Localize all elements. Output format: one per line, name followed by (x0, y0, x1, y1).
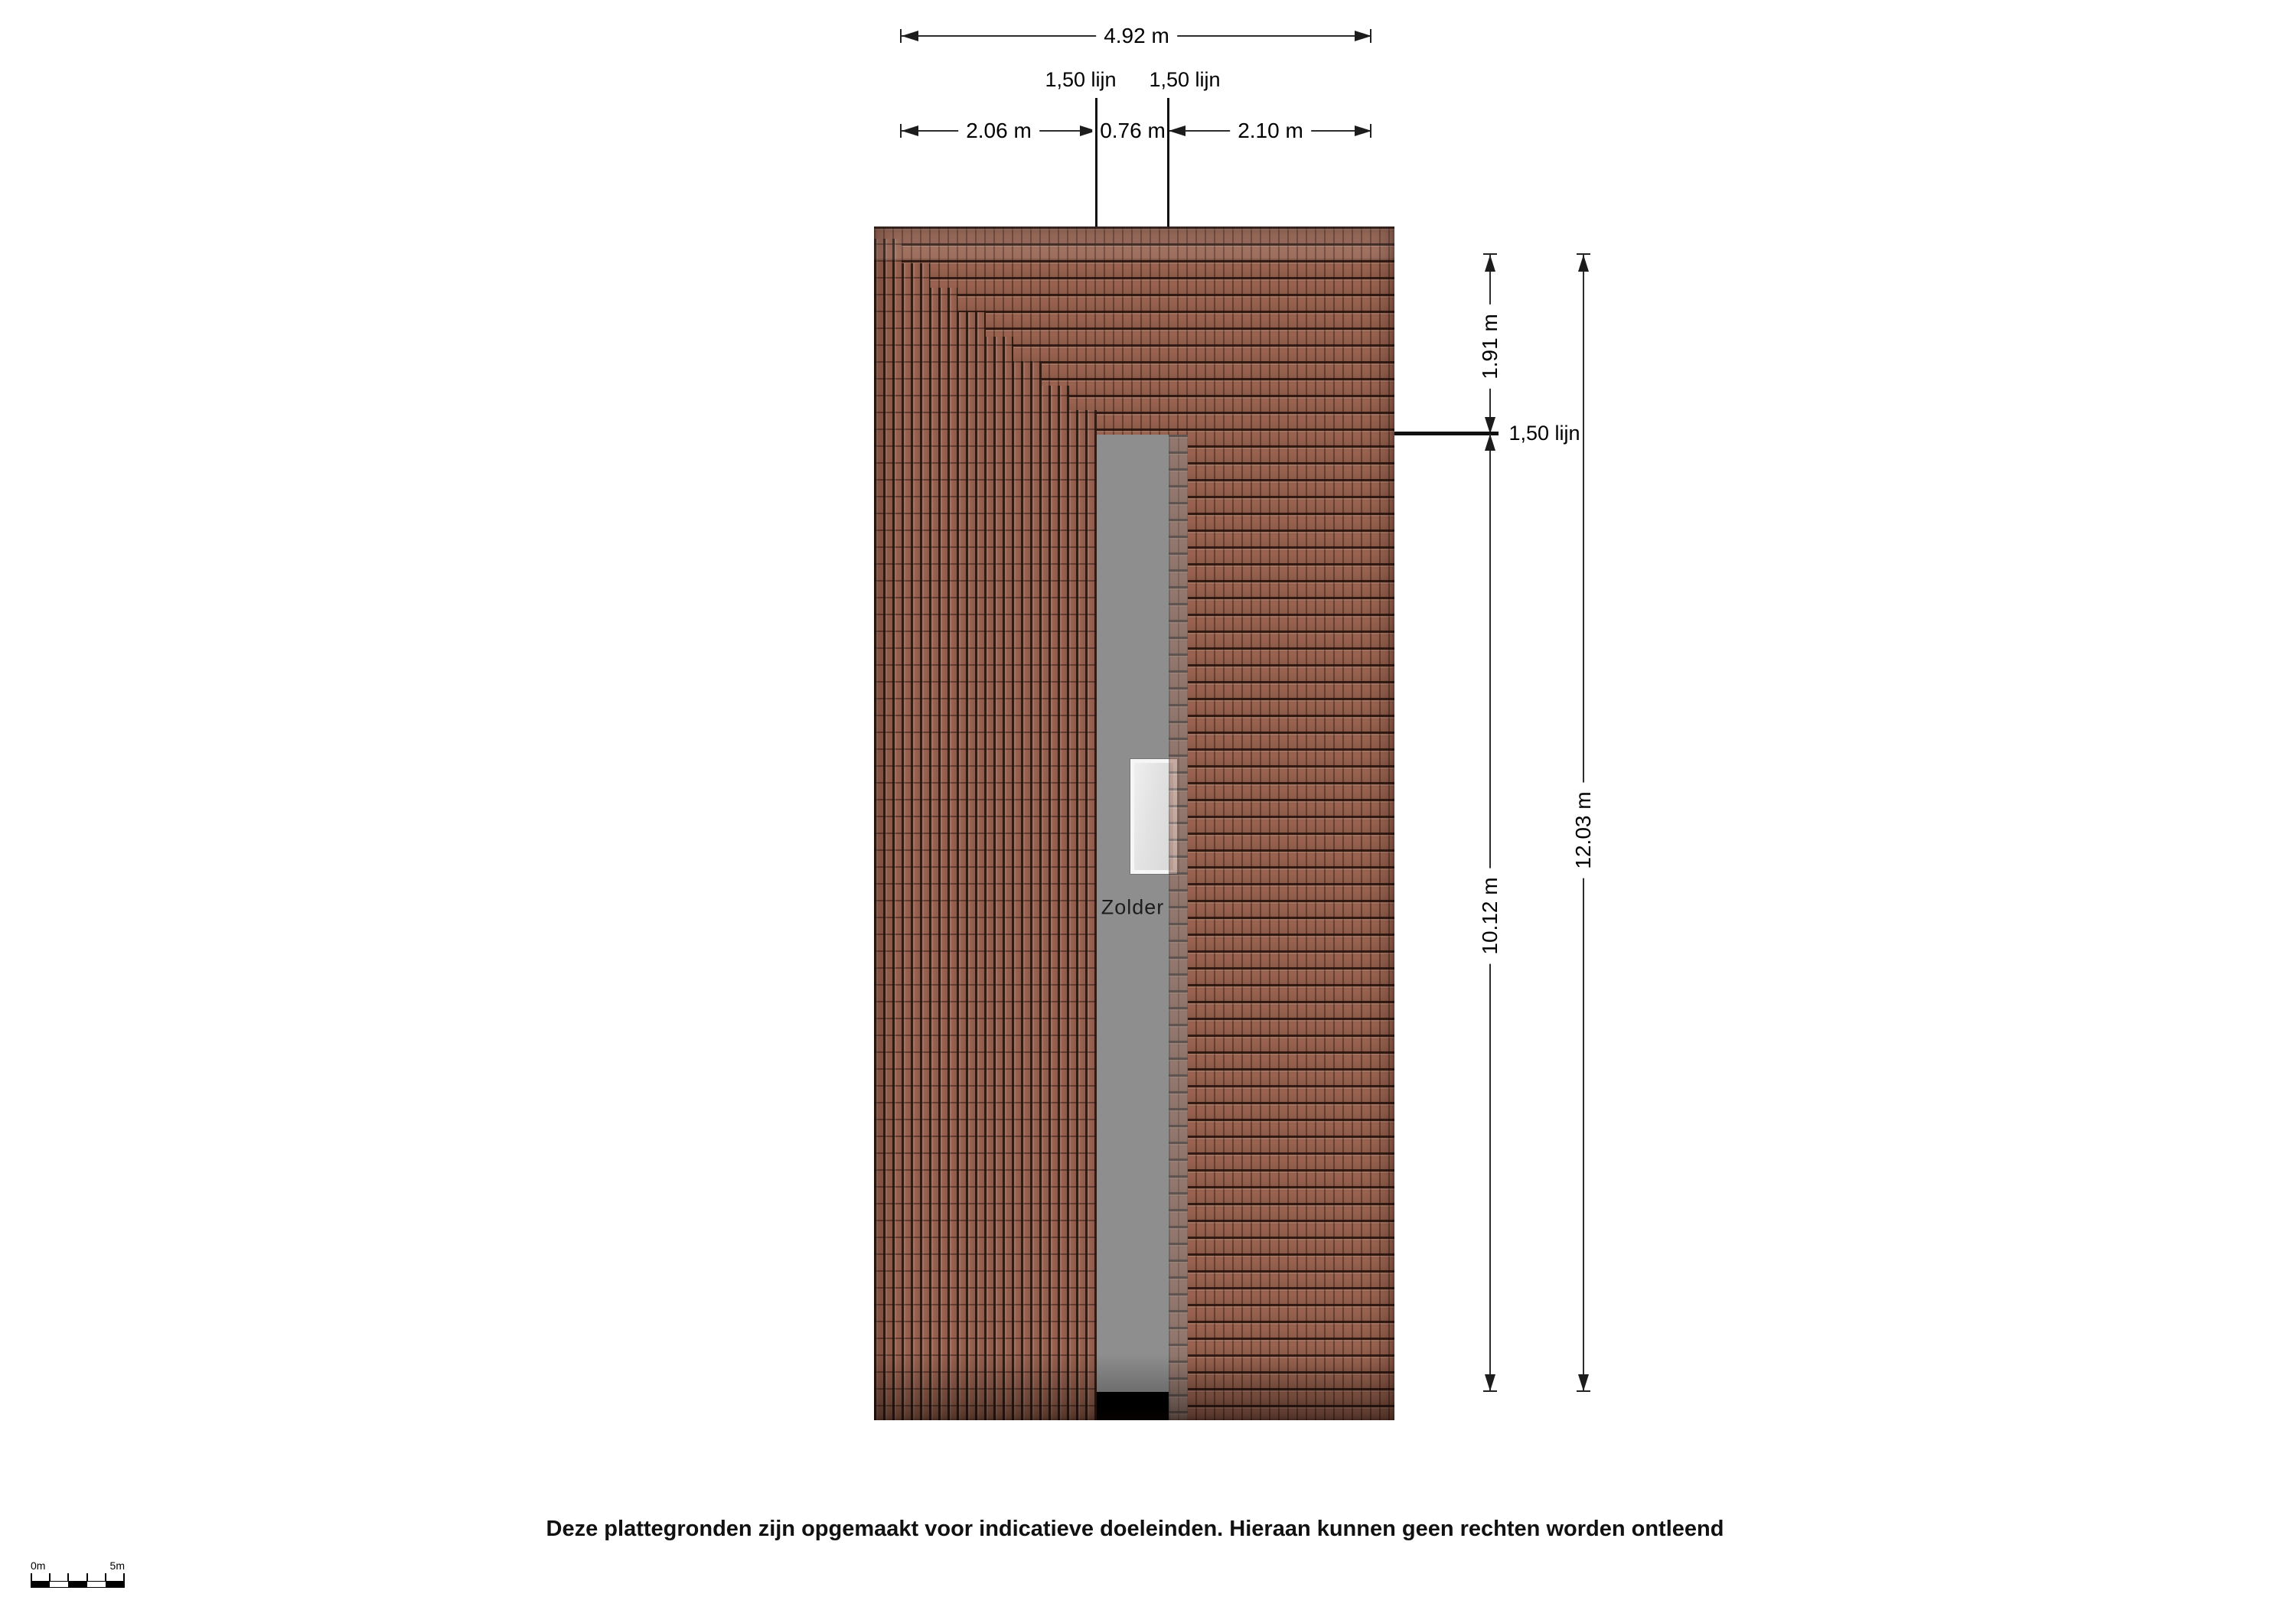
dim-top-total-label: 4.92 m (1096, 23, 1177, 49)
scale-bar-segments (31, 1581, 125, 1588)
dim-right-inner-label: 10.12 m (1477, 868, 1503, 963)
dim-end-tick (1577, 1390, 1590, 1392)
scale-bar (31, 1559, 125, 1590)
scale-start-label: 0m (31, 1559, 46, 1572)
roof-edge-shading (874, 227, 1394, 1420)
roof-plan (874, 227, 1394, 1420)
scale-segment (50, 1582, 68, 1587)
scale-end-label: 5m (109, 1559, 125, 1572)
arrow-up-icon (1578, 255, 1589, 272)
dim-top-middle-label: 0.76 m (1092, 118, 1173, 144)
arrow-left-icon (902, 125, 918, 136)
dim-end-tick (1483, 1390, 1497, 1392)
scale-segment (68, 1582, 86, 1587)
lijn-reference-line (1394, 432, 1499, 435)
scale-segment (87, 1582, 106, 1587)
disclaimer-text: Deze plattegronden zijn opgemaakt voor indicatieve doeleinden. Hieraan kunnen geen rechten worden ontleend (546, 1517, 1724, 1541)
room-label: Zolder (1101, 895, 1165, 919)
arrow-down-icon (1578, 1374, 1589, 1391)
arrow-down-icon (1485, 1374, 1495, 1391)
arrow-right-icon (1355, 125, 1371, 136)
arrow-up-icon (1485, 255, 1495, 272)
dim-right-lijn-label: 1,50 lijn (1505, 421, 1583, 445)
dim-top-left-label: 2.06 m (958, 118, 1039, 144)
dim-end-tick (1370, 124, 1371, 138)
lijn-right-label: 1,50 lijn (1146, 67, 1223, 92)
arrow-left-icon (902, 31, 918, 41)
lijn-reference-line (1167, 98, 1169, 227)
lijn-reference-line (1095, 98, 1097, 227)
arrow-right-icon (1355, 31, 1371, 41)
dim-top-right-label: 2.10 m (1230, 118, 1311, 144)
arrow-up-icon (1485, 434, 1495, 451)
scale-segment (31, 1582, 50, 1587)
scale-segment (106, 1582, 124, 1587)
dim-right-outer-label: 12.03 m (1570, 782, 1596, 878)
lijn-left-label: 1,50 lijn (1042, 67, 1119, 92)
arrow-left-icon (1169, 125, 1186, 136)
dim-right-upper-label: 1.91 m (1477, 305, 1503, 389)
